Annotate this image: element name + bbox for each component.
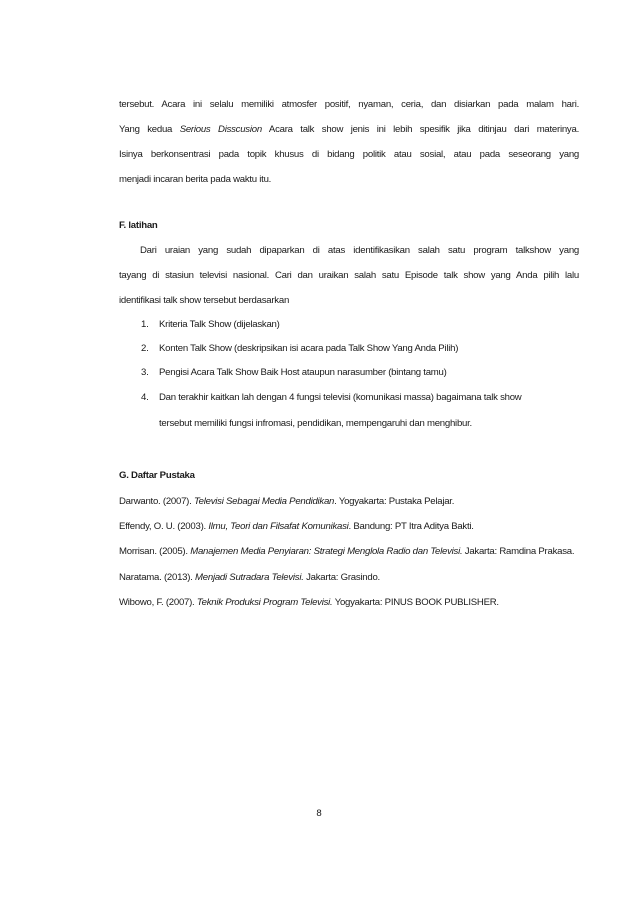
text-run: Darwanto. (2007). bbox=[119, 496, 194, 507]
text-run: Effendy, O. U. (2003). bbox=[119, 521, 209, 532]
paragraph-line: identifikasi talk show tersebut berdasarkan bbox=[119, 295, 290, 306]
list-number: 3. bbox=[141, 367, 149, 378]
task-list bbox=[119, 313, 579, 437]
reference-item bbox=[119, 544, 579, 559]
list-item bbox=[119, 385, 579, 411]
text-run: Morrisan. (2005). bbox=[119, 546, 191, 557]
list-item bbox=[119, 361, 579, 385]
italic-term: Serious Disscusion bbox=[179, 124, 262, 135]
text-run: Jakarta: Grasindo. bbox=[303, 572, 380, 583]
text-run: Wibowo, F. (2007). bbox=[119, 597, 197, 608]
paragraph-line: tayang di stasiun televisi nasional. Cari dan uraikan salah satu Episode talk show yang Anda pilih lalu bbox=[119, 270, 579, 281]
reference-item bbox=[119, 494, 579, 509]
intro-line: tersebut. Acara ini selalu memiliki atmosfer positif, nyaman, ceria, dan disiarkan pada malam hari. bbox=[119, 99, 579, 110]
text-run: . Yogyakarta: Pustaka Pelajar. bbox=[334, 496, 455, 507]
intro-paragraph bbox=[119, 92, 579, 192]
list-number: 2. bbox=[141, 343, 149, 354]
text-run: . Bandung: PT Itra Aditya Bakti. bbox=[348, 521, 474, 532]
text-run: Acara talk show jenis ini lebih spesifik jika ditinjau dari materinya. bbox=[261, 124, 579, 135]
section-heading: F. latihan bbox=[119, 220, 158, 231]
list-text: Konten Talk Show (deskripsikan isi acara pada Talk Show Yang Anda Pilih) bbox=[159, 343, 459, 354]
latihan-section bbox=[119, 213, 579, 437]
reference-title: Menjadi Sutradara Televisi. bbox=[195, 572, 304, 583]
reference-item bbox=[119, 570, 579, 585]
reference-item bbox=[119, 595, 579, 610]
intro-line bbox=[119, 117, 579, 142]
intro-line: menjadi incaran berita pada waktu itu. bbox=[119, 174, 272, 185]
page-number: 8 bbox=[316, 808, 322, 819]
intro-line: Isinya berkonsentrasi pada topik khusus di bidang politik atau sosial, atau pada seseorang yang bbox=[119, 149, 579, 160]
list-item bbox=[119, 337, 579, 361]
list-text: Kriteria Talk Show (dijelaskan) bbox=[159, 319, 280, 330]
list-item bbox=[119, 313, 579, 337]
section-heading: G. Daftar Pustaka bbox=[119, 470, 195, 481]
list-item-continuation: tersebut memiliki fungsi infromasi, pendidikan, mempengaruhi dan menghibur. bbox=[159, 418, 472, 429]
text-run: Yang kedua bbox=[119, 124, 180, 135]
reference-title: Manajemen Media Penyiaran: Strategi Menglola Radio dan Televisi. bbox=[190, 546, 463, 557]
list-text: Dan terakhir kaitkan lah dengan 4 fungsi televisi (komunikasi massa) bagaimana talk show bbox=[159, 392, 522, 403]
pustaka-section bbox=[119, 463, 579, 610]
list-number: 4. bbox=[141, 392, 149, 403]
text-run: Yogyakarta: PINUS BOOK PUBLISHER. bbox=[332, 597, 499, 608]
paragraph-line: Dari uraian yang sudah dipaparkan di atas identifikasikan salah satu program talkshow yang bbox=[140, 245, 579, 256]
reference-title: Teknik Produksi Program Televisi. bbox=[196, 597, 333, 608]
reference-item bbox=[119, 519, 579, 534]
reference-title: Ilmu, Teori dan Filsafat Komunikasi bbox=[208, 521, 349, 532]
reference-title: Televisi Sebagai Media Pendidikan bbox=[193, 496, 335, 507]
page-content bbox=[119, 92, 579, 610]
text-run: Jakarta: Ramdina Prakasa. bbox=[462, 546, 575, 557]
text-run: Naratama. (2013). bbox=[119, 572, 196, 583]
list-number: 1. bbox=[141, 319, 149, 330]
list-text: Pengisi Acara Talk Show Baik Host ataupun narasumber (bintang tamu) bbox=[159, 367, 447, 378]
